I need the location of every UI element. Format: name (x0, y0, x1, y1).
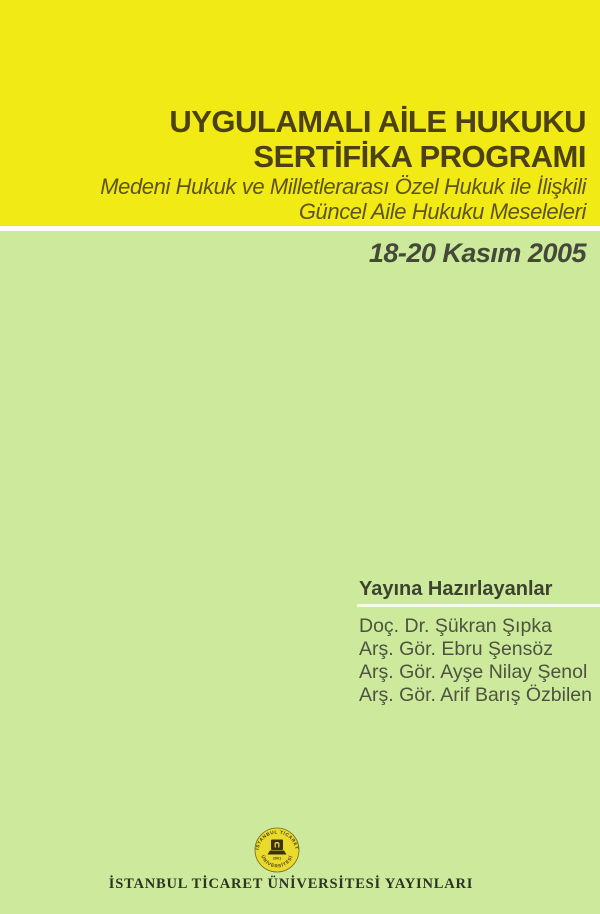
editors-underline-rule (357, 604, 600, 607)
cover-subtitle-line-1: Medeni Hukuk ve Milletlerarası Özel Hukuk ile İlişkili (100, 174, 586, 199)
editors-list (359, 615, 592, 707)
editor-name: Arş. Gör. Arif Barış Özbilen (359, 684, 592, 706)
seal-top-text: İSTANBUL TİCARET (254, 829, 300, 851)
title-block (10, 104, 586, 224)
bottom-green-band (0, 231, 600, 914)
publisher-name: İSTANBUL TİCARET ÜNİVERSİTESİ YAYINLARI (108, 876, 474, 892)
university-seal-icon (254, 827, 300, 873)
cover-title-line-2: SERTİFİKA PROGRAMI (253, 139, 586, 174)
seal-bottom-text: ÜNİVERSİTESİ (260, 854, 294, 869)
event-date: 18-20 Kasım 2005 (368, 238, 586, 268)
editor-name: Arş. Gör. Ayşe Nilay Şenol (359, 661, 588, 683)
editor-name: Doç. Dr. Şükran Şıpka (359, 615, 552, 637)
cover-subtitle-line-2: Güncel Aile Hukuku Meseleleri (298, 199, 586, 224)
editor-name: Arş. Gör. Ebru Şensöz (359, 638, 554, 660)
editors-heading: Yayına Hazırlayanlar (359, 578, 553, 600)
seal-year: 2001 (272, 856, 282, 861)
cover-title-line-1: UYGULAMALI AİLE HUKUKU (169, 104, 586, 139)
